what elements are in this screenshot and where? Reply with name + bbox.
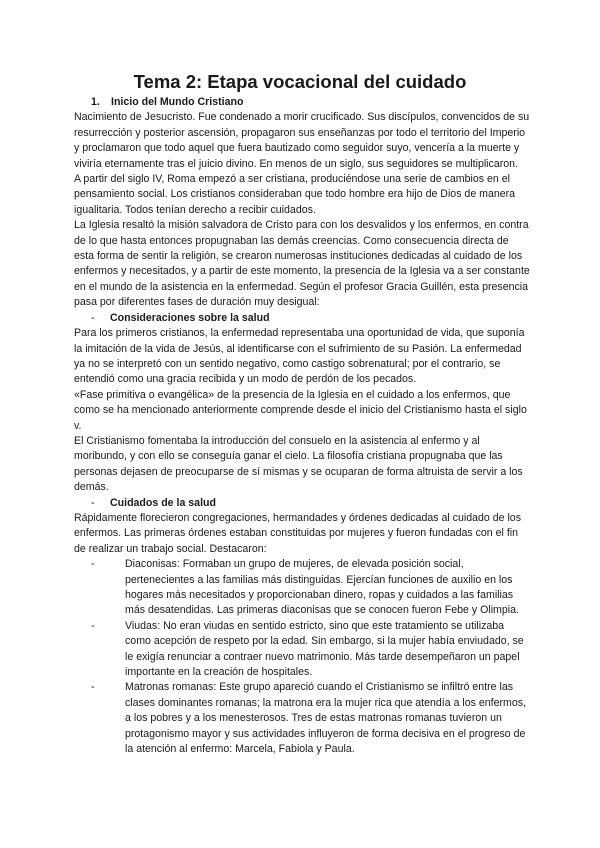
subsection-heading-salud bbox=[91, 311, 530, 326]
subsection-heading-cuidados bbox=[91, 496, 530, 511]
document-body bbox=[74, 95, 530, 757]
section-number: 1. bbox=[91, 96, 100, 108]
list-item-text: Viudas: No eran viudas en sentido estricto, sino que este tratamiento se utilizaba como acepción de respeto por la edad. Sin embargo, si la mujer había enviudado, se le exigía renunciar a contraer nuevo matrimonio. Más tarde desempeñaron un papel importante en la creación de hospitales. bbox=[125, 619, 524, 679]
list-item-text: Matronas romanas: Este grupo apareció cuando el Cristianismo se infiltró entre las clases dominantes romanas; la matrona era la mujer rica que atendía a los enfermos, a los pobres y a los menesterosos. Tres de estas matronas romanas tuvieron un protagonismo mayor y sus actividades influyeron de forma decisiva en el progreso de la atención al enfermo: Marcela, Fabiola y Paula. bbox=[125, 681, 527, 756]
paragraph: Para los primeros cristianos, la enfermedad representaba una oportunidad de vida, que suponía la imitación de la vida de Jesús, al identificarse con el sufrimiento de su Pasión. La enfermedad ya no se interpretó con un sentido negativo, como castigo sobrenatural; por el contrario, se entendió como una gracia recibida y un modo de perdón de los pecados. bbox=[74, 327, 525, 386]
list-item bbox=[91, 680, 530, 757]
subsection-heading-text: Cuidados de la salud bbox=[110, 496, 216, 509]
paragraph: El Cristianismo fomentaba la introducción del consuelo en la asistencia al enfermo y al moribundo, y con ello se conseguía ganar el cielo. La filosofía cristiana propugnaba que las personas dejasen de preocuparse de sí mismas y se ocuparan de forma altruista de servir a los demás. bbox=[74, 434, 523, 494]
page-title: Tema 2: Etapa vocacional del cuidado bbox=[133, 71, 467, 92]
paragraph: Rápidamente florecieron congregaciones, hermandades y órdenes dedicadas al cuidado de los enfermos. Las primeras órdenes estaban constituidas por mujeres y fueron fundadas con el fin de realizar un trabajo social. Destacaron: bbox=[74, 511, 521, 555]
bullet-dash: - bbox=[91, 558, 95, 571]
section-heading bbox=[91, 95, 530, 110]
paragraph: «Fase primitiva o evangélica» de la presencia de la Iglesia en el cuidado a los enfermos, que como se ha mencionado anteriormente comprende desde el inicio del Cristianismo hasta el siglo v. bbox=[74, 388, 527, 432]
bullet-dash: - bbox=[91, 681, 95, 694]
paragraph: La Iglesia resaltó la misión salvadora de Cristo para con los desvalidos y los enfermos, en contra de lo que hasta entonces propugnaban las demás creencias. Como consecuencia directa de esta forma de sentir la religión, se crearon numerosas instituciones dedicadas al cuidado de los enfermos y necesitados, y a partir de este momento, la presencia de la Iglesia va a ser constante en el mundo de la asistencia en la enfermedad. Según el profesor Gracia Guillén, esta presencia pasa por diferentes fases de duración muy desigual: bbox=[74, 219, 530, 309]
paragraph: A partir del siglo IV, Roma empezó a ser cristiana, produciéndose una serie de cambios en el pensamiento social. Los cristianos consideraban que todo hombre era hijo de Dios de manera igualitaria. Todos tenían derecho a recibir cuidados. bbox=[74, 173, 516, 216]
paragraph: Nacimiento de Jesucristo. Fue condenado a morir crucificado. Sus discípulos, convencidos de su resurrección y posterior ascensión, propagaron sus enseñanzas por todo el territorio del Imperio y proclamaron que todo aquel que fuera bautizado como seguidor suyo, vencería a la muerte y viviría eternamente tras el juicio divino. En menos de un siglo, sus seguidores se multiplicaron. bbox=[74, 111, 530, 170]
list-item bbox=[91, 619, 530, 681]
section-heading-text: Inicio del Mundo Cristiano bbox=[111, 96, 244, 108]
bullet-dash: - bbox=[91, 619, 95, 632]
list-item bbox=[91, 557, 530, 619]
list-item-text: Diaconisas: Formaban un grupo de mujeres, de elevada posición social, pertenecientes a las familias más distinguidas. Ejercían funciones de auxilio en los hogares más necesitados y proporcionaban dinero, ropas y cuidados a las familias más desatendidas. Las primeras diaconisas que se conocen fueron Febe y Olimpia. bbox=[125, 558, 519, 617]
bullet-dash: - bbox=[91, 496, 95, 509]
bullet-dash: - bbox=[91, 311, 95, 324]
subsection-heading-text: Consideraciones sobre la salud bbox=[110, 311, 270, 324]
